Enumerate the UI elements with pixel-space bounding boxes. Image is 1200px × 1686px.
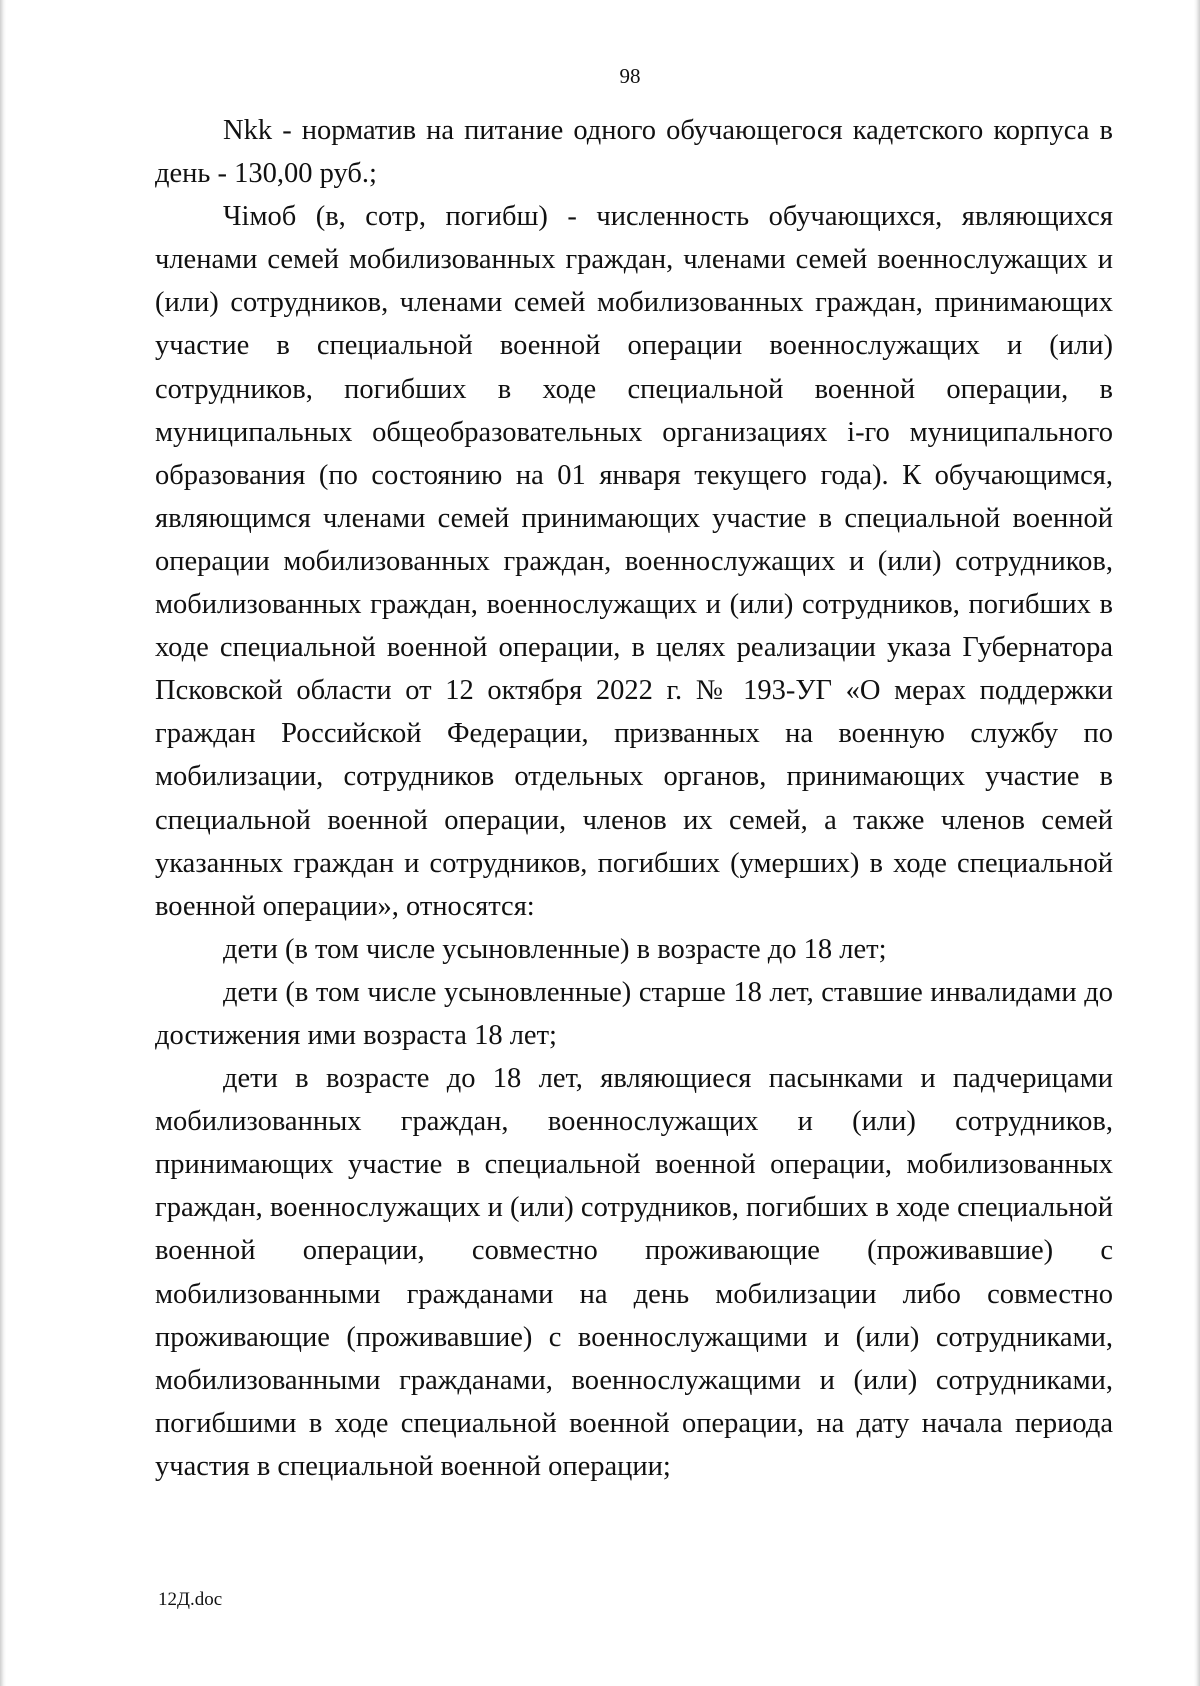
paragraph-nkk-definition: Nkk - норматив на питание одного обучающегося кадетского корпуса в день - 130,00 руб.; <box>155 115 1113 190</box>
paragraph-students-count-definition: Чiмоб (в, сотр, погибш) - численность обучающихся, являющихся членами семей мобилизованных граждан, членами семей военнослужащих и (или) сотрудников, членами семей мобилизованных граждан, принимающих участие в специальной военной операции военнослужащих и (или) сотрудников, погибших в ходе специальной военной операции, в муниципальных общеобразовательных организациях i-го муниципального образования (по состоянию на 01 января текущего года). К обучающимся, являющимся членами семей принимающих участие в специальной военной операции мобилизованных граждан, военнослужащих и (или) сотрудников, мобилизованных граждан, военнослужащих и (или) сотрудников, погибших в ходе специальной военной операции, в целях реализации указа Губернатора Псковской области от 12 октября 2022 г. № 193-УГ «О мерах поддержки граждан Российской Федерации, призванных на военную службу по мобилизации, сотрудников отдельных органов, принимающих участие в специальной военной операции, членов их семей, а также членов семей указанных граждан и сотрудников, погибших (умерших) в ходе специальной военной операции», относятся: <box>155 201 1113 922</box>
paragraph-children-under-18: дети (в том числе усыновленные) в возрасте до 18 лет; <box>223 933 887 965</box>
footer-filename: 12Д.doc <box>158 1589 223 1610</box>
scan-edge-left <box>0 0 6 1686</box>
scan-edge-right <box>1194 0 1200 1686</box>
document-body <box>155 109 1113 1488</box>
paragraph-stepchildren: дети в возрасте до 18 лет, являющиеся пасынками и падчерицами мобилизованных граждан, военнослужащих и (или) сотрудников, принимающих участие в специальной военной операции, мобилизованных граждан, военнослужащих и (или) сотрудников, погибших в ходе специальной военной операции, совместно проживающие (проживавшие) с мобилизованными гражданами на день мобилизации либо совместно проживающие (проживавшие) с военнослужащими и (или) сотрудниками, мобилизованными гражданами, военнослужащими и (или) сотрудниками, погибшими в ходе специальной военной операции, на дату начала периода участия в специальной военной операции; <box>155 1063 1113 1482</box>
page-number: 98 <box>619 64 641 88</box>
paragraph-children-over-18-disabled: дети (в том числе усыновленные) старше 18 лет, ставшие инвалидами до достижения ими возраста 18 лет; <box>155 976 1113 1051</box>
